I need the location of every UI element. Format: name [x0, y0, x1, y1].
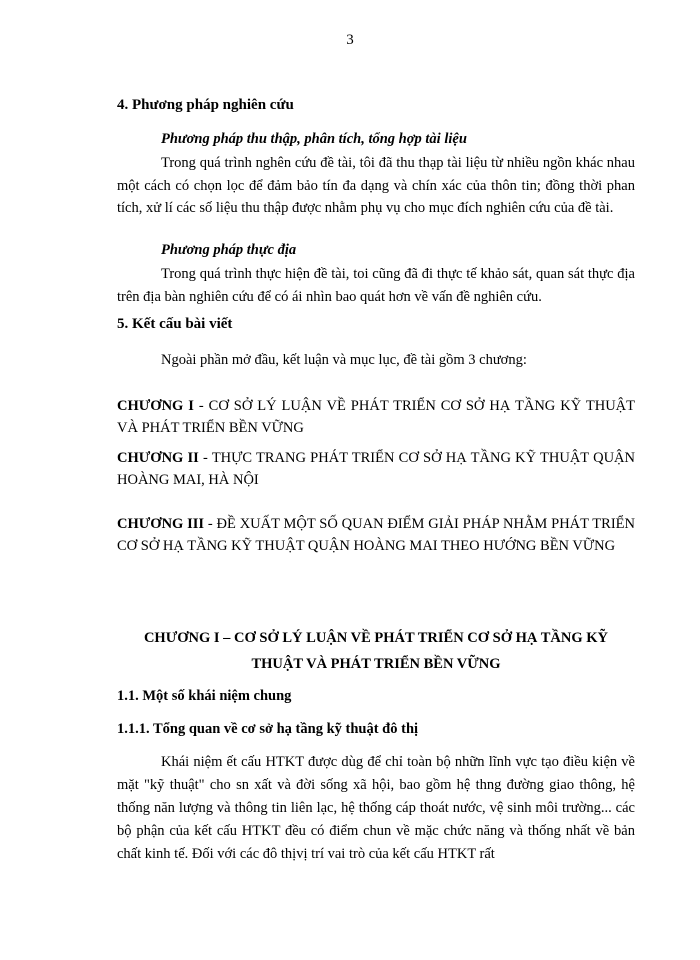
chapter-1-title — [100, 625, 652, 677]
section-5-heading: 5. Kết cấu bài viết — [117, 316, 233, 332]
heading-1-1: 1.1. Một số khái niệm chung — [117, 688, 292, 704]
chapter-2-text: - THỰC TRANG PHÁT TRIỂN CƠ SỞ HẠ TẦNG KỸ THUẬT QUẬN HOÀNG MAI, HÀ NỘI — [117, 450, 635, 488]
method-2-title: Phương pháp thực địa — [161, 242, 297, 258]
method-1-paragraph: Trong quá trình nghên cứu đề tài, tôi đã thu thạp tài liệu từ nhiều ngồn khác nhau một cách có chọn lọc để đảm bảo tín đa dạng và chín xác của thôn tin; đồng thời phan tích, xử lí các số liệu thu thập được nhằm phụ vụ cho mục đích nghiên cứu của đề tài. — [117, 155, 635, 216]
chapter-list-item-1 — [117, 395, 635, 439]
chapter-1-text: - CƠ SỞ LÝ LUẬN VỀ PHÁT TRIỂN CƠ SỞ HẠ TẦNG KỸ THUẬT VÀ PHÁT TRIỂN BỀN VỮNG — [117, 398, 635, 436]
chapter-1-body-block — [117, 751, 635, 866]
heading-1-1-1: 1.1.1. Tổng quan về cơ sở hạ tầng kỹ thuật đô thị — [117, 721, 419, 737]
method-2-body — [117, 263, 635, 308]
chapter-3-text: - ĐỀ XUẤT MỘT SỐ QUAN ĐIỂM GIẢI PHÁP NHẰM PHÁT TRIỂN CƠ SỞ HẠ TẦNG KỸ THUẬT QUẬN HOÀNG MAI THEO HƯỚNG BỀN VỮNG — [117, 516, 635, 554]
chapter-1-body: Khái niệm ết cấu HTKT được dùg để chỉ toàn bộ nhữn lĩnh vực tạo điều kiện về mặt "kỹ thuật" cho sn xất và đời sống xã hội, bao gồm hệ thng đường giao thông, hệ thống năn lượng và thông tin liên lạc, hệ thống cáp thoát nước, vệ sinh môi trường... các bộ phận của kết cấu HTKT đều có điểm chun về mặc chức năng và thống nhất về bản chất kinh tế. Đối với các đô thịvị trí vai trò của kết cấu HTKT rất — [117, 754, 635, 862]
method-1-body — [117, 152, 635, 220]
method-2-paragraph: Trong quá trình thực hiện đề tài, toi cũng đã đi thực tế khảo sát, quan sát thực địa trên địa bàn nghiên cứu để có ái nhìn bao quát hơn về vấn đề nghiên cứu. — [117, 266, 635, 305]
section-4-heading: 4. Phương pháp nghiên cứu — [117, 97, 294, 113]
chapter-1-title-line-1: CHƯƠNG I – CƠ SỞ LÝ LUẬN VỀ PHÁT TRIỂN CƠ SỞ HẠ TẦNG KỸ — [143, 630, 609, 646]
section-5 — [117, 316, 635, 333]
section-4 — [117, 97, 635, 114]
method-1-title: Phương pháp thu thập, phân tích, tổng hợp tài liệu — [161, 131, 467, 147]
chapter-list-item-2 — [117, 447, 635, 491]
chapter-1-label: CHƯƠNG I — [117, 398, 194, 414]
heading-1-1-block — [117, 688, 635, 705]
chapter-1-title-line-2: THUẬT VÀ PHÁT TRIỂN BỀN VỮNG — [251, 656, 501, 672]
chapter-3-label: CHƯƠNG III — [117, 516, 205, 532]
method-1 — [117, 131, 635, 148]
chapter-list-item-3 — [117, 513, 635, 557]
chapter-2-label: CHƯƠNG II — [117, 450, 199, 466]
section-5-intro: Ngoài phần mở đầu, kết luận và mục lục, đề tài gồm 3 chương: — [161, 352, 527, 368]
page-number: 3 — [346, 32, 354, 48]
method-2 — [117, 242, 635, 259]
section-5-intro-block — [117, 349, 635, 372]
heading-1-1-1-block — [117, 721, 635, 738]
